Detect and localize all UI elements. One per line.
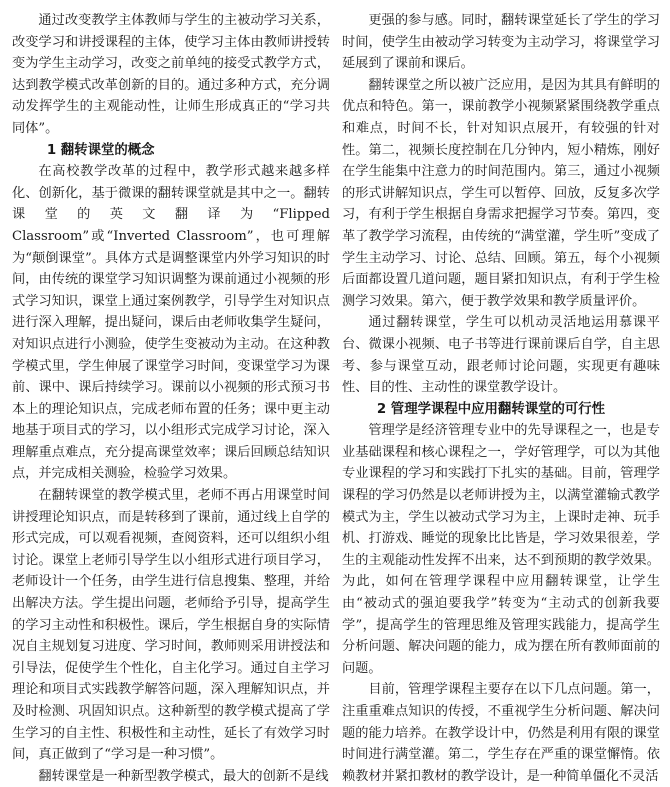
section-1-heading: 1 翻转课堂的概念 (46, 142, 155, 158)
management-course-paragraph: 管理学是经济管理专业中的先导课程之一，也是专业基础课程和核心课程之一，学好管理学，可以为其他专业课程的学习和实践打下扎实的基础。目前，管理学课程的学习仍然是以老师讲授为主，以满堂灌输式教学模式为主，学生以被动式学习为主，上课时走神、玩手机、打游戏、睡觉的现象比比皆是，学习效果很差，学生的主观能动性发挥不出来，达不到预期的教学效果。为此，如何在管理学课程中应用翻转课堂，让学生由“被动式的强迫要我学”转变为“主动式的创新我要学”，提高学生的管理思维及管理实践能力，提高学生分析问题、解决问题的能力，成为摆在所有教师面前的问题。 (342, 423, 660, 676)
section-2-heading: 2 管理学课程中应用翻转课堂的可行性 (376, 401, 606, 417)
left-column (12, 10, 330, 787)
teaching-mode-paragraph: 在翻转课堂的教学模式里，老师不再占用课堂时间讲授理论知识点，而是转移到了课前，通过线上自学的形式完成，可以观看视频，查阅资料，还可以组织小组讨论。课堂上老师引导学生以小组形式进行项目学习，老师设计一个任务，由学生进行信息搜集、整理，并给出解决方法。学生提出问题，老师给予引导，提高学生的学习主动性和积极性。课后，学生根据自身的实际情况自主规划复习进度、学习时间，教师则采用讲授法和引导法，促使学生个性化，自主化学习。通过自主学习理论和项目式实践教学解答问题，深入理解知识点，并及时检测、巩固知识点。这种新型的教学模式提高了学生学习的自主性、积极性和主动性，延长了有效学习时间，真正做到了“学习是一种习惯”。 (12, 488, 330, 763)
concept-paragraph: 在高校教学改革的过程中，教学形式越来越多样化、创新化，基于微课的翻转课堂就是其中之一。翻转课堂的英文翻译为“Flipped Classroom”或“Inverted Classroom”，也可理解为“颠倒课堂”。具体方式是调整课堂内外学习知识的时间，由传统的课堂学习知识调整为课前通过小视频的形式学习知识，课堂上通过案例教学，引导学生对知识点进行深入理解，提出疑问，课后由老师收集学生疑问，对知识点进行小测验，使学生变被动为主动。在这种教学模式里，学生伸展了课堂学习时间，变课堂学习为课前、课中、课后持续学习。课前以小视频的形式预习书本上的理论知识点，完成老师布置的任务；课中更主动地基于项目式的学习，以小组形式完成学习讨论，深入理解重点难点，充分提高课堂效率；课后回顾总结知识点，并完成相关测验，检验学习效果。 (12, 164, 330, 482)
platform-paragraph: 通过翻转课堂，学生可以机动灵活地运用慕课平台、微课小视频、电子书等进行课前课后自学，自主思考、参与课堂互动，跟老师讨论问题，实现更有趣味性、目的性、主动性的课堂教学设计。 (342, 315, 660, 396)
right-column (342, 10, 660, 787)
continuation-paragraph: 更强的参与感。同时，翻转课堂延长了学生的学习时间，使学生由被动学习转变为主动学习，将课堂学习延展到了课前和课后。 (342, 13, 660, 72)
problems-paragraph: 目前，管理学课程主要存在以下几点问题。第一，注重重难点知识的传授，不重视学生分析问题、解决问题的能力培养。在教学设计中，仍然是利用有限的课堂时间进行满堂灌。第二，学生存在严重的课堂懈惰。依赖教材并紧扣教材的教学设计，是一种简单僵化不灵活 (342, 682, 660, 784)
advantages-paragraph: 翻转课堂之所以被广泛应用，是因为其具有鲜明的优点和特色。第一，课前教学小视频紧紧围绕教学重点和难点，时间不长，针对知识点展开，有较强的针对性。第二，视频长度控制在几分钟内，短小精炼，刚好在学生能集中注意力的时间范围内。第三，通过小视频的形式讲解知识点，学生可以暂停、回放，反复多次学习，有利于学生根据自身需求把握学习节奏。第四，变革了教学学习流程，由传统的“满堂灌，学生听”变成了学生主动学习、讨论、总结、回顾。第五，每个小视频后面都设置几道问题，题目紧扣知识点，有利于学生检测学习效果。第六，便于教学效果和教学质量评价。 (342, 77, 660, 309)
innovation-paragraph: 翻转课堂是一种新型教学模式，最大的创新不是线 (38, 768, 329, 784)
intro-paragraph: 通过改变教学主体教师与学生的主被动学习关系，改变学习和讲授课程的主体，使学习主体由教师讲授转变为学生主动学习，改变之前单纯的接受式教学方式，达到教学模式改革创新的目的。通过多种方式，充分调动发挥学生的主观能动性，让师生形成真正的“学习共同体”。 (12, 13, 330, 136)
